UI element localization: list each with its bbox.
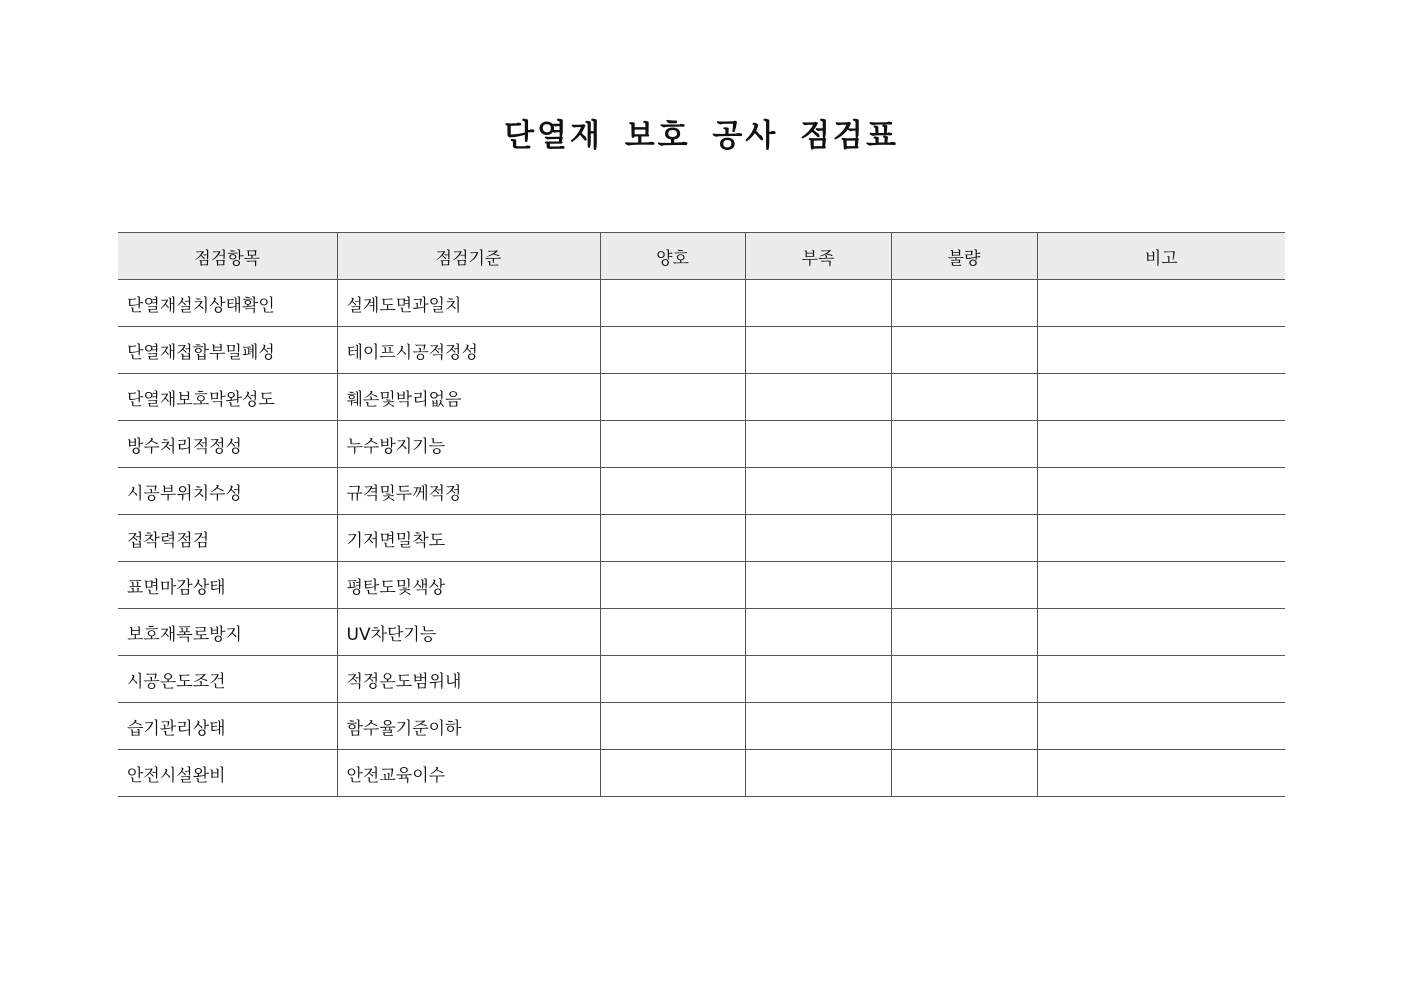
cell-good [600, 750, 745, 797]
header-good: 양호 [600, 233, 745, 280]
cell-remarks [1037, 421, 1285, 468]
cell-inspection-criterion: 누수방지기능 [337, 421, 600, 468]
inspection-table [118, 232, 1285, 797]
cell-inspection-item: 방수처리적정성 [118, 421, 337, 468]
cell-remarks [1037, 515, 1285, 562]
cell-inspection-item: 단열재설치상태확인 [118, 280, 337, 327]
cell-insufficient [745, 703, 891, 750]
cell-inspection-criterion: 규격및두께적정 [337, 468, 600, 515]
table-row [118, 374, 1285, 421]
table-row [118, 750, 1285, 797]
cell-inspection-item: 단열재보호막완성도 [118, 374, 337, 421]
cell-defective [891, 609, 1037, 656]
table-header-row [118, 233, 1285, 280]
cell-good [600, 468, 745, 515]
cell-remarks [1037, 562, 1285, 609]
cell-good [600, 374, 745, 421]
cell-good [600, 421, 745, 468]
cell-inspection-item: 접착력점검 [118, 515, 337, 562]
cell-inspection-criterion: 함수율기준이하 [337, 703, 600, 750]
table-row [118, 280, 1285, 327]
cell-defective [891, 703, 1037, 750]
table-row [118, 609, 1285, 656]
cell-inspection-item: 표면마감상태 [118, 562, 337, 609]
cell-inspection-criterion: 기저면밀착도 [337, 515, 600, 562]
cell-inspection-criterion: 훼손및박리없음 [337, 374, 600, 421]
cell-insufficient [745, 750, 891, 797]
cell-inspection-item: 시공부위치수성 [118, 468, 337, 515]
table-row [118, 327, 1285, 374]
cell-inspection-item: 안전시설완비 [118, 750, 337, 797]
header-defective: 불량 [891, 233, 1037, 280]
cell-defective [891, 421, 1037, 468]
cell-defective [891, 374, 1037, 421]
cell-remarks [1037, 468, 1285, 515]
cell-insufficient [745, 609, 891, 656]
cell-good [600, 609, 745, 656]
cell-insufficient [745, 656, 891, 703]
table-body [118, 280, 1285, 797]
table-row [118, 468, 1285, 515]
cell-defective [891, 280, 1037, 327]
cell-inspection-criterion: UV차단기능 [337, 609, 600, 656]
cell-defective [891, 656, 1037, 703]
cell-inspection-item: 단열재접합부밀폐성 [118, 327, 337, 374]
cell-insufficient [745, 374, 891, 421]
cell-inspection-criterion: 적정온도범위내 [337, 656, 600, 703]
cell-inspection-item: 습기관리상태 [118, 703, 337, 750]
cell-insufficient [745, 515, 891, 562]
cell-good [600, 656, 745, 703]
cell-remarks [1037, 609, 1285, 656]
cell-remarks [1037, 374, 1285, 421]
cell-inspection-criterion: 안전교육이수 [337, 750, 600, 797]
cell-good [600, 562, 745, 609]
table-row [118, 656, 1285, 703]
cell-inspection-criterion: 평탄도및색상 [337, 562, 600, 609]
cell-remarks [1037, 280, 1285, 327]
header-inspection-criterion: 점검기준 [337, 233, 600, 280]
cell-insufficient [745, 421, 891, 468]
cell-insufficient [745, 280, 891, 327]
cell-remarks [1037, 750, 1285, 797]
header-inspection-item: 점검항목 [118, 233, 337, 280]
cell-defective [891, 327, 1037, 374]
table-row [118, 421, 1285, 468]
cell-inspection-item: 보호재폭로방지 [118, 609, 337, 656]
cell-inspection-criterion: 설계도면과일치 [337, 280, 600, 327]
cell-defective [891, 562, 1037, 609]
cell-good [600, 703, 745, 750]
cell-remarks [1037, 656, 1285, 703]
cell-defective [891, 750, 1037, 797]
table-row [118, 515, 1285, 562]
cell-good [600, 327, 745, 374]
cell-good [600, 280, 745, 327]
cell-good [600, 515, 745, 562]
cell-inspection-item: 시공온도조건 [118, 656, 337, 703]
table-row [118, 703, 1285, 750]
header-remarks: 비고 [1037, 233, 1285, 280]
cell-remarks [1037, 703, 1285, 750]
cell-remarks [1037, 327, 1285, 374]
cell-insufficient [745, 468, 891, 515]
cell-insufficient [745, 327, 891, 374]
cell-defective [891, 468, 1037, 515]
document-title: 단열재 보호 공사 점검표 [504, 118, 899, 154]
cell-insufficient [745, 562, 891, 609]
cell-defective [891, 515, 1037, 562]
cell-inspection-criterion: 테이프시공적정성 [337, 327, 600, 374]
table-row [118, 562, 1285, 609]
header-insufficient: 부족 [745, 233, 891, 280]
